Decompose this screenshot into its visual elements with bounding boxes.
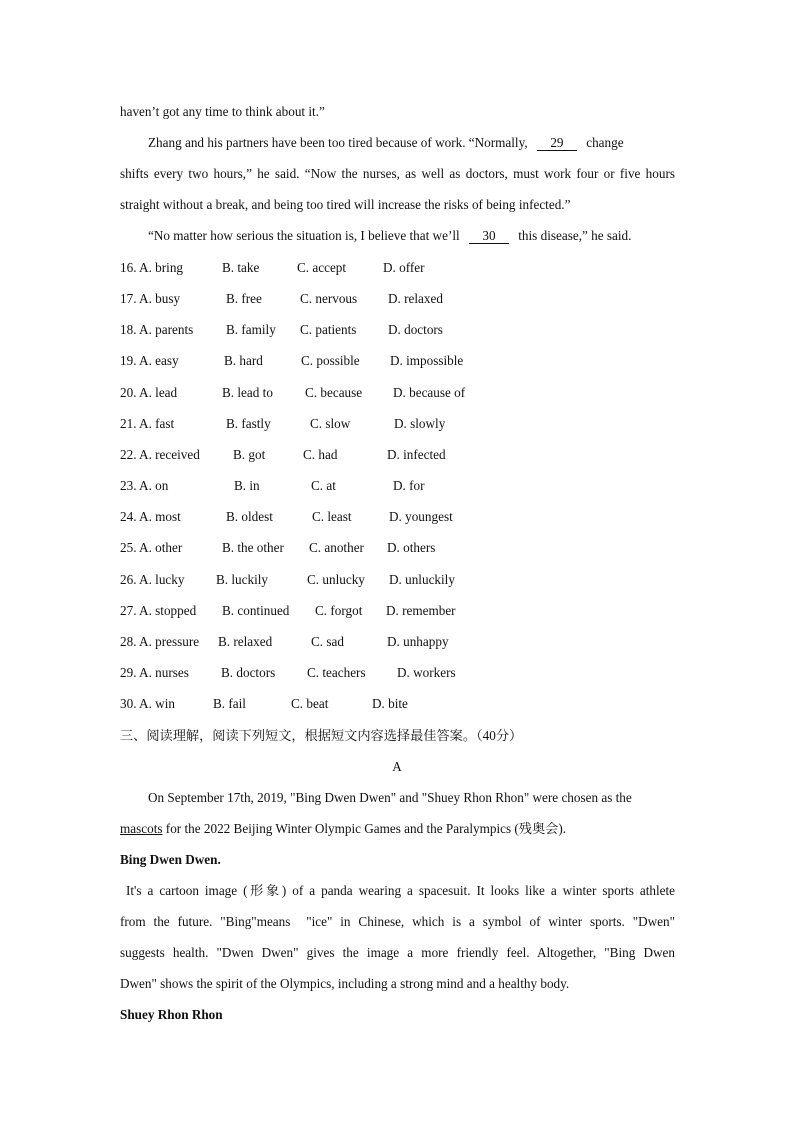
question-option-b: B. luckily	[216, 572, 269, 587]
question-option-b: B. free	[226, 291, 262, 306]
passage-line	[120, 820, 675, 838]
passage-text: Zhang and his partners have been too tired because of work. “Normally,	[148, 135, 528, 150]
question-option-c: C. at	[311, 478, 336, 493]
question-option-b: B. doctors	[221, 665, 276, 680]
passage-line: suggests health. "Dwen Dwen" gives the image a more friendly feel. Altogether, "Bing Dwen	[120, 945, 675, 960]
question-option-c: C. nervous	[300, 291, 358, 306]
passage-line: shifts every two hours,” he said. “Now the nurses, as well as doctors, must work four or five hours	[120, 166, 675, 181]
question-option-a: 24. A. most	[120, 509, 181, 524]
question-option-d: D. for	[393, 478, 425, 493]
question-option-b: B. oldest	[226, 509, 273, 524]
question-option-d: D. slowly	[394, 416, 446, 431]
passage-letter: A	[392, 759, 402, 774]
question-option-c: C. possible	[301, 353, 360, 368]
question-option-d: D. because of	[393, 385, 466, 400]
question-option-c: C. teachers	[307, 665, 366, 680]
question-option-d: D. unhappy	[387, 634, 449, 649]
question-option-d: D. infected	[387, 447, 446, 462]
passage-line: It's a cartoon image (形象) of a panda wearing a spacesuit. It looks like a winter sports athlete	[120, 883, 675, 898]
question-option-d: D. relaxed	[388, 291, 443, 306]
question-option-d: D. youngest	[389, 509, 453, 524]
question-option-a: 18. A. parents	[120, 322, 194, 337]
question-option-c: C. had	[303, 447, 338, 462]
question-option-c: C. sad	[311, 634, 344, 649]
question-option-c: C. accept	[297, 260, 347, 275]
question-option-c: C. least	[312, 509, 352, 524]
question-option-d: D. remember	[386, 603, 456, 618]
section-heading: 三、阅读理解，阅读下列短文，根据短文内容选择最佳答案。（40分）	[120, 728, 523, 743]
question-option-b: B. take	[222, 260, 260, 275]
passage-text: for the 2022 Beijing Winter Olympic Games and the Paralympics (残奥会).	[162, 821, 567, 836]
question-option-a: 17. A. busy	[120, 291, 181, 306]
question-option-a: 22. A. received	[120, 447, 200, 462]
question-option-d: D. doctors	[388, 322, 443, 337]
question-option-a: 20. A. lead	[120, 385, 178, 400]
question-option-c: C. beat	[291, 696, 329, 711]
question-option-c: C. unlucky	[307, 572, 365, 587]
question-option-c: C. forgot	[315, 603, 363, 618]
passage-text: “No matter how serious the situation is, I believe that we’ll	[148, 228, 460, 243]
question-option-b: B. hard	[224, 353, 263, 368]
question-option-d: D. unluckily	[389, 572, 455, 587]
answer-blank-30: 30	[469, 229, 509, 244]
passage-text: this disease,” he said.	[518, 228, 632, 243]
answer-blank-29: 29	[537, 136, 577, 151]
question-option-b: B. got	[233, 447, 266, 462]
passage-line	[148, 134, 675, 152]
passage-line: haven’t got any time to think about it.”	[120, 104, 325, 119]
question-option-d: D. workers	[397, 665, 456, 680]
question-option-b: B. relaxed	[218, 634, 273, 649]
question-option-a: 23. A. on	[120, 478, 169, 493]
passage-text: change	[586, 135, 624, 150]
question-option-b: B. fastly	[226, 416, 271, 431]
question-option-a: 26. A. lucky	[120, 572, 185, 587]
question-option-b: B. in	[234, 478, 260, 493]
question-option-c: C. another	[309, 540, 364, 555]
question-option-a: 16. A. bring	[120, 260, 184, 275]
question-option-d: D. others	[387, 540, 436, 555]
question-option-b: B. continued	[222, 603, 290, 618]
underlined-word: mascots	[120, 821, 163, 836]
subheading: Bing Dwen Dwen.	[120, 852, 221, 867]
subheading: Shuey Rhon Rhon	[120, 1007, 223, 1022]
passage-line: from the future. "Bing"means "ice" in Chinese, which is a symbol of winter sports. "Dwen"	[120, 914, 675, 929]
question-option-d: D. impossible	[390, 353, 464, 368]
question-option-c: C. slow	[310, 416, 351, 431]
question-option-a: 27. A. stopped	[120, 603, 197, 618]
question-option-b: B. the other	[222, 540, 284, 555]
passage-line	[148, 227, 675, 245]
passage-line: On September 17th, 2019, "Bing Dwen Dwen" and "Shuey Rhon Rhon" were chosen as the	[148, 790, 632, 805]
question-option-a: 28. A. pressure	[120, 634, 200, 649]
question-option-a: 30. A. win	[120, 696, 175, 711]
question-option-c: C. patients	[300, 322, 357, 337]
question-option-c: C. because	[305, 385, 363, 400]
question-option-a: 19. A. easy	[120, 353, 179, 368]
passage-line: Dwen" shows the spirit of the Olympics, including a strong mind and a healthy body.	[120, 976, 570, 991]
question-option-a: 21. A. fast	[120, 416, 175, 431]
question-option-b: B. lead to	[222, 385, 273, 400]
question-option-a: 25. A. other	[120, 540, 183, 555]
passage-line: straight without a break, and being too tired will increase the risks of being infected.”	[120, 197, 571, 212]
question-option-a: 29. A. nurses	[120, 665, 189, 680]
question-option-b: B. family	[226, 322, 276, 337]
question-option-b: B. fail	[213, 696, 246, 711]
question-option-d: D. bite	[372, 696, 408, 711]
question-option-d: D. offer	[383, 260, 425, 275]
